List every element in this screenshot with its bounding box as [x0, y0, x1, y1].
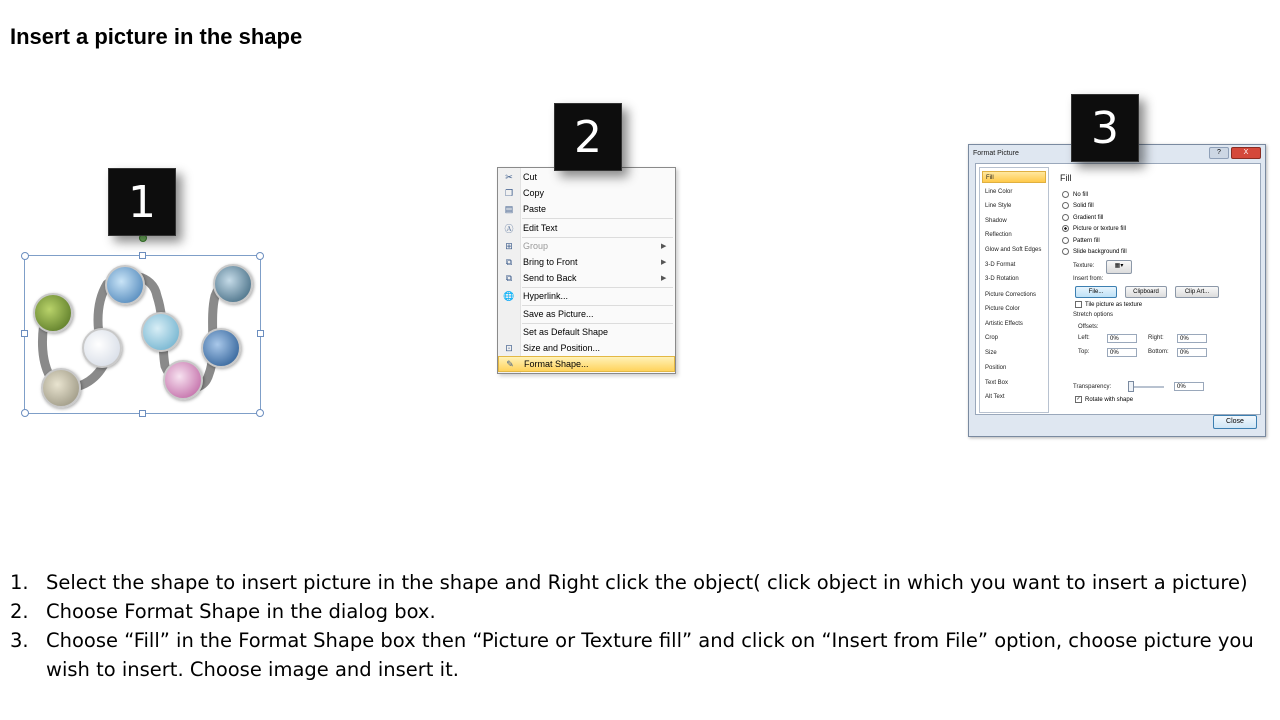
submenu-arrow-icon: ▶ — [661, 259, 667, 266]
nav-item-artistic-effects[interactable]: Artistic Effects — [985, 321, 1023, 327]
nav-item-glow[interactable]: Glow and Soft Edges — [985, 247, 1042, 253]
menu-item-bring-to-front[interactable]: ⧉ Bring to Front ▶ — [498, 254, 675, 270]
radio-icon — [1062, 191, 1069, 198]
close-x-button[interactable]: X — [1231, 147, 1261, 159]
submenu-arrow-icon: ▶ — [661, 243, 667, 250]
radio-gradient-fill[interactable]: Gradient fill — [1062, 214, 1103, 221]
dialog-body — [975, 163, 1261, 415]
texture-dropdown[interactable] — [1106, 260, 1132, 274]
instruction-text: Choose Format Shape in the dialog box. — [46, 600, 436, 623]
menu-item-edit-text[interactable]: Ⓐ Edit Text — [498, 220, 675, 236]
tile-checkbox[interactable]: Tile picture as texture — [1075, 301, 1142, 308]
resize-handle-s[interactable] — [139, 410, 146, 417]
menu-item-format-shape[interactable]: ✎ Format Shape... — [498, 356, 675, 372]
nav-item-position[interactable]: Position — [985, 365, 1007, 371]
scissors-icon: ✂ — [505, 171, 513, 182]
group-icon: ⊞ — [505, 240, 513, 251]
offset-top-label: Top: — [1078, 349, 1090, 355]
radio-icon — [1062, 248, 1069, 255]
menu-item-save-as-picture[interactable]: Save as Picture... — [523, 309, 594, 319]
nav-item-reflection[interactable]: Reflection — [985, 232, 1012, 238]
submenu-arrow-icon: ▶ — [661, 275, 667, 282]
menu-item-hyperlink[interactable]: 🌐 Hyperlink... — [498, 288, 675, 304]
instruction-item — [10, 626, 1272, 684]
picture-circle-pen — [201, 328, 241, 368]
picture-circle-key — [41, 368, 81, 408]
format-picture-dialog — [968, 144, 1266, 437]
radio-icon — [1062, 214, 1069, 221]
radio-icon — [1062, 202, 1069, 209]
menu-separator — [522, 218, 673, 219]
dialog-title: Format Picture — [973, 150, 1019, 157]
transparency-label: Transparency: — [1073, 384, 1112, 390]
transparency-slider-thumb[interactable] — [1128, 381, 1134, 392]
texture-swatch-icon: ▦▾ — [1114, 263, 1124, 269]
size-position-icon: ⊡ — [505, 342, 513, 353]
resize-handle-ne[interactable] — [256, 252, 264, 260]
instruction-number: 1. — [10, 571, 29, 594]
menu-item-size-position[interactable]: ⊡ Size and Position... — [498, 340, 675, 356]
instruction-text: Choose “Fill” in the Format Shape box then “Picture or Texture fill” and click on “Insert from File” option, choose picture you wish to insert. Choose image and insert it. — [46, 629, 1254, 681]
file-button[interactable]: File... — [1075, 286, 1117, 298]
nav-item-picture-corrections[interactable]: Picture Corrections — [985, 292, 1037, 298]
step-3-badge: 3 — [1071, 94, 1139, 162]
dialog-nav — [979, 167, 1049, 413]
insert-from-label: Insert from: — [1073, 276, 1104, 282]
instruction-item — [10, 597, 1272, 626]
instructions-list — [10, 568, 1272, 684]
radio-slide-background-fill[interactable]: Slide background fill — [1062, 248, 1127, 255]
menu-item-send-to-back[interactable]: ⧉ Send to Back ▶ — [498, 270, 675, 286]
paste-icon: ▤ — [504, 203, 514, 214]
fill-pane — [1056, 167, 1256, 411]
nav-item-line-color[interactable]: Line Color — [985, 189, 1013, 195]
instruction-number: 2. — [10, 600, 29, 623]
copy-icon: ❐ — [504, 187, 514, 198]
radio-no-fill[interactable]: No fill — [1062, 191, 1088, 198]
context-menu — [497, 167, 676, 374]
resize-handle-n[interactable] — [139, 252, 146, 259]
picture-circle-grass — [33, 293, 73, 333]
offset-bottom-label: Bottom: — [1148, 349, 1169, 355]
menu-item-cut[interactable]: ✂ Cut — [498, 169, 675, 185]
nav-item-fill[interactable]: Fill — [982, 171, 1046, 183]
pane-title: Fill — [1060, 173, 1072, 183]
offset-bottom-input[interactable]: 0% — [1177, 348, 1207, 357]
nav-item-crop[interactable]: Crop — [985, 335, 999, 341]
picture-circle-clock — [213, 264, 253, 304]
picture-circle-gears — [82, 328, 122, 368]
radio-solid-fill[interactable]: Solid fill — [1062, 202, 1094, 209]
resize-handle-nw[interactable] — [21, 252, 29, 260]
offset-left-label: Left: — [1078, 335, 1090, 341]
stretch-options-label: Stretch options — [1073, 312, 1114, 318]
nav-item-line-style[interactable]: Line Style — [985, 203, 1012, 209]
bring-front-icon: ⧉ — [505, 256, 513, 267]
checkbox-checked-icon: ✓ — [1076, 396, 1081, 402]
nav-item-shadow[interactable]: Shadow — [985, 218, 1007, 224]
resize-handle-e[interactable] — [257, 330, 264, 337]
offset-right-label: Right: — [1148, 335, 1164, 341]
menu-item-copy[interactable]: ❐ Copy — [498, 185, 675, 201]
rotate-with-shape-checkbox[interactable]: ✓ Rotate with shape — [1076, 396, 1134, 403]
step-1-badge: 1 — [108, 168, 176, 236]
picture-circle-chart — [163, 360, 203, 400]
menu-item-group[interactable]: ⊞ Group ▶ — [498, 238, 675, 254]
offsets-label: Offsets: — [1078, 324, 1099, 330]
selected-shape[interactable] — [24, 255, 261, 414]
offset-top-input[interactable]: 0% — [1107, 348, 1137, 357]
radio-picture-texture-fill[interactable]: Picture or texture fill — [1062, 225, 1126, 232]
dialog-title-buttons — [1209, 147, 1261, 159]
hyperlink-icon: 🌐 — [503, 290, 515, 301]
instruction-number: 3. — [10, 629, 29, 652]
texture-label: Texture: — [1073, 263, 1095, 269]
close-button[interactable]: Close — [1213, 415, 1257, 429]
offset-right-input[interactable]: 0% — [1177, 334, 1207, 343]
clipboard-button[interactable]: Clipboard — [1125, 286, 1167, 298]
nav-item-alt-text[interactable]: Alt Text — [985, 394, 1005, 400]
resize-handle-sw[interactable] — [21, 409, 29, 417]
radio-pattern-fill[interactable]: Pattern fill — [1062, 237, 1100, 244]
checkbox-icon — [1075, 301, 1082, 308]
transparency-input[interactable]: 0% — [1174, 382, 1204, 391]
send-back-icon: ⧉ — [505, 272, 513, 283]
radio-icon — [1062, 237, 1069, 244]
edit-text-icon: Ⓐ — [504, 223, 514, 234]
nav-item-3d-rotation[interactable]: 3-D Rotation — [985, 276, 1019, 282]
format-shape-icon: ✎ — [506, 358, 514, 369]
offset-left-input[interactable]: 0% — [1107, 334, 1137, 343]
menu-item-set-default-shape[interactable]: Set as Default Shape — [523, 327, 609, 337]
picture-circle-handshake — [105, 265, 145, 305]
help-button[interactable]: ? — [1209, 147, 1229, 159]
nav-item-picture-color[interactable]: Picture Color — [985, 306, 1020, 312]
menu-item-paste[interactable]: ▤ Paste — [498, 201, 675, 217]
resize-handle-se[interactable] — [256, 409, 264, 417]
nav-item-text-box[interactable]: Text Box — [985, 380, 1009, 386]
nav-item-3d-format[interactable]: 3-D Format — [985, 262, 1016, 268]
radio-selected-icon — [1062, 225, 1069, 232]
page-title: Insert a picture in the shape — [10, 24, 303, 49]
nav-item-size[interactable]: Size — [985, 350, 997, 356]
picture-circle-people — [141, 312, 181, 352]
instruction-text: Select the shape to insert picture in the shape and Right click the object( click object in which you want to insert a picture) — [46, 571, 1248, 594]
instruction-item — [10, 568, 1272, 597]
step-2-badge: 2 — [554, 103, 622, 171]
clip-art-button[interactable]: Clip Art... — [1175, 286, 1219, 298]
resize-handle-w[interactable] — [21, 330, 28, 337]
